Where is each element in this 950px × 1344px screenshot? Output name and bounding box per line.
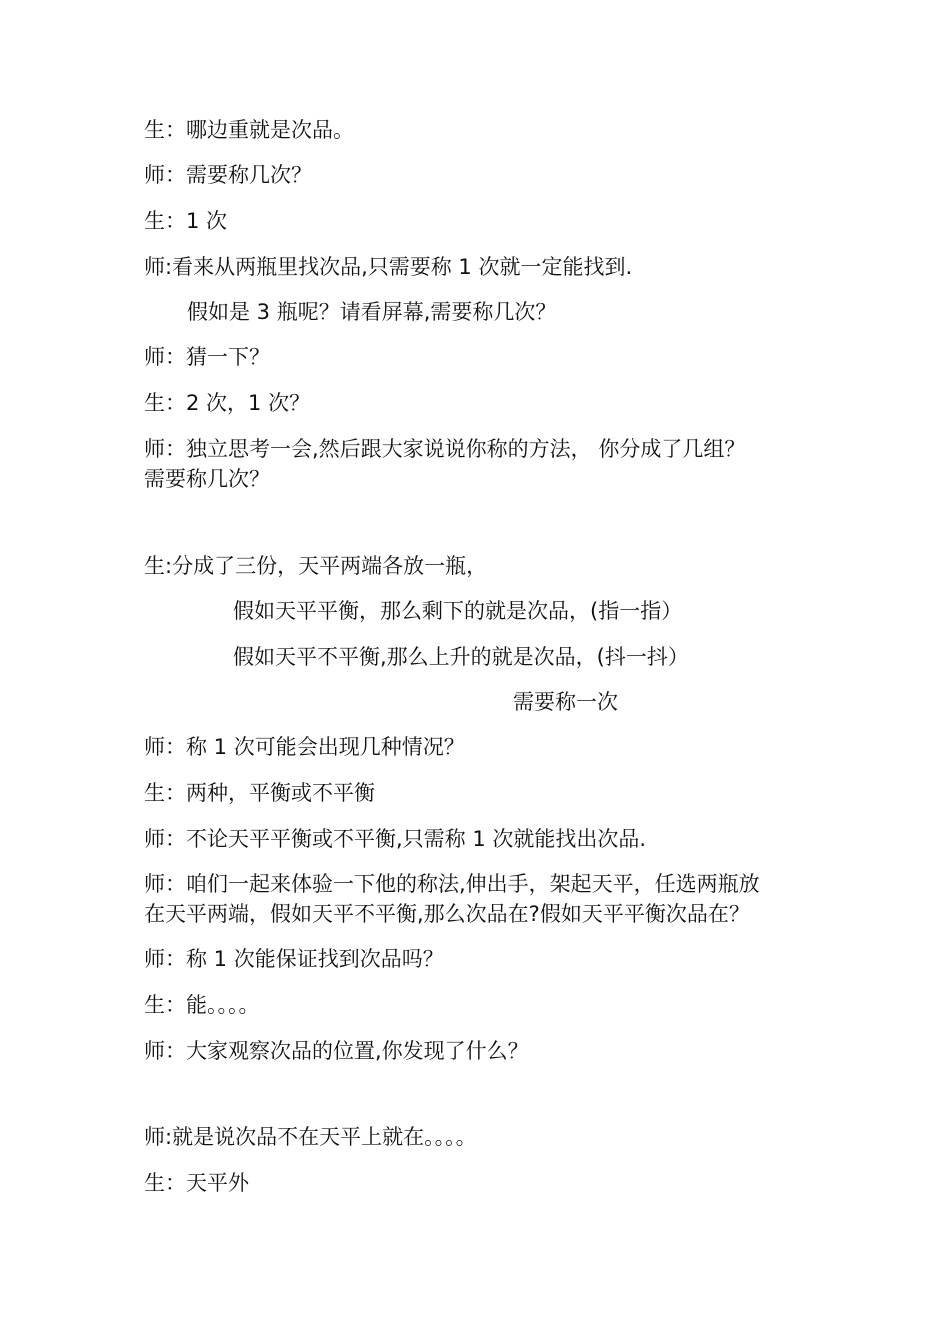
dialogue-line: 师：咱们一起来体验一下他的称法,伸出手，架起天平，任选两瓶放	[144, 872, 760, 896]
dialogue-line: 师：独立思考一会,然后跟大家说说你称的方法， 你分成了几组？	[144, 437, 746, 461]
dialogue-line: 生：能。。。。	[144, 993, 260, 1017]
dialogue-line: 师：称 1 次能保证找到次品吗？	[144, 947, 444, 971]
dialogue-line: 需要称几次？	[144, 467, 270, 491]
dialogue-line: 假如天平平衡，那么剩下的就是次品，(指一指）	[233, 599, 683, 623]
dialogue-line: 师：需要称几次？	[144, 163, 312, 187]
dialogue-line: 师:就是说次品不在天平上就在。。。。	[144, 1125, 477, 1149]
dialogue-line: 生：2 次，1 次？	[144, 391, 311, 415]
dialogue-line: 师：大家观察次品的位置,你发现了什么？	[144, 1039, 529, 1063]
dialogue-line: 生：两种，平衡或不平衡	[144, 781, 375, 805]
dialogue-line: 师:看来从两瓶里找次品,只需要称 1 次就一定能找到.	[144, 255, 633, 279]
dialogue-line: 生：哪边重就是次品。	[144, 118, 354, 142]
dialogue-line: 需要称一次	[513, 690, 618, 714]
dialogue-line: 师：不论天平平衡或不平衡,只需称 1 次就能找出次品.	[144, 827, 647, 851]
dialogue-line: 在天平两端，假如天平不平衡,那么次品在?假如天平平衡次品在？	[144, 902, 750, 926]
dialogue-line: 师：称 1 次可能会出现几种情况？	[144, 735, 465, 759]
dialogue-line: 生：天平外	[144, 1171, 249, 1195]
dialogue-line: 生：1 次	[144, 209, 228, 233]
dialogue-line: 假如是 3 瓶呢？请看屏幕,需要称几次？	[187, 300, 557, 324]
dialogue-line: 生:分成了三份，天平两端各放一瓶，	[144, 554, 488, 578]
dialogue-line: 师：猜一下？	[144, 345, 270, 369]
dialogue-line: 假如天平不平衡,那么上升的就是次品，(抖一抖）	[233, 645, 689, 669]
